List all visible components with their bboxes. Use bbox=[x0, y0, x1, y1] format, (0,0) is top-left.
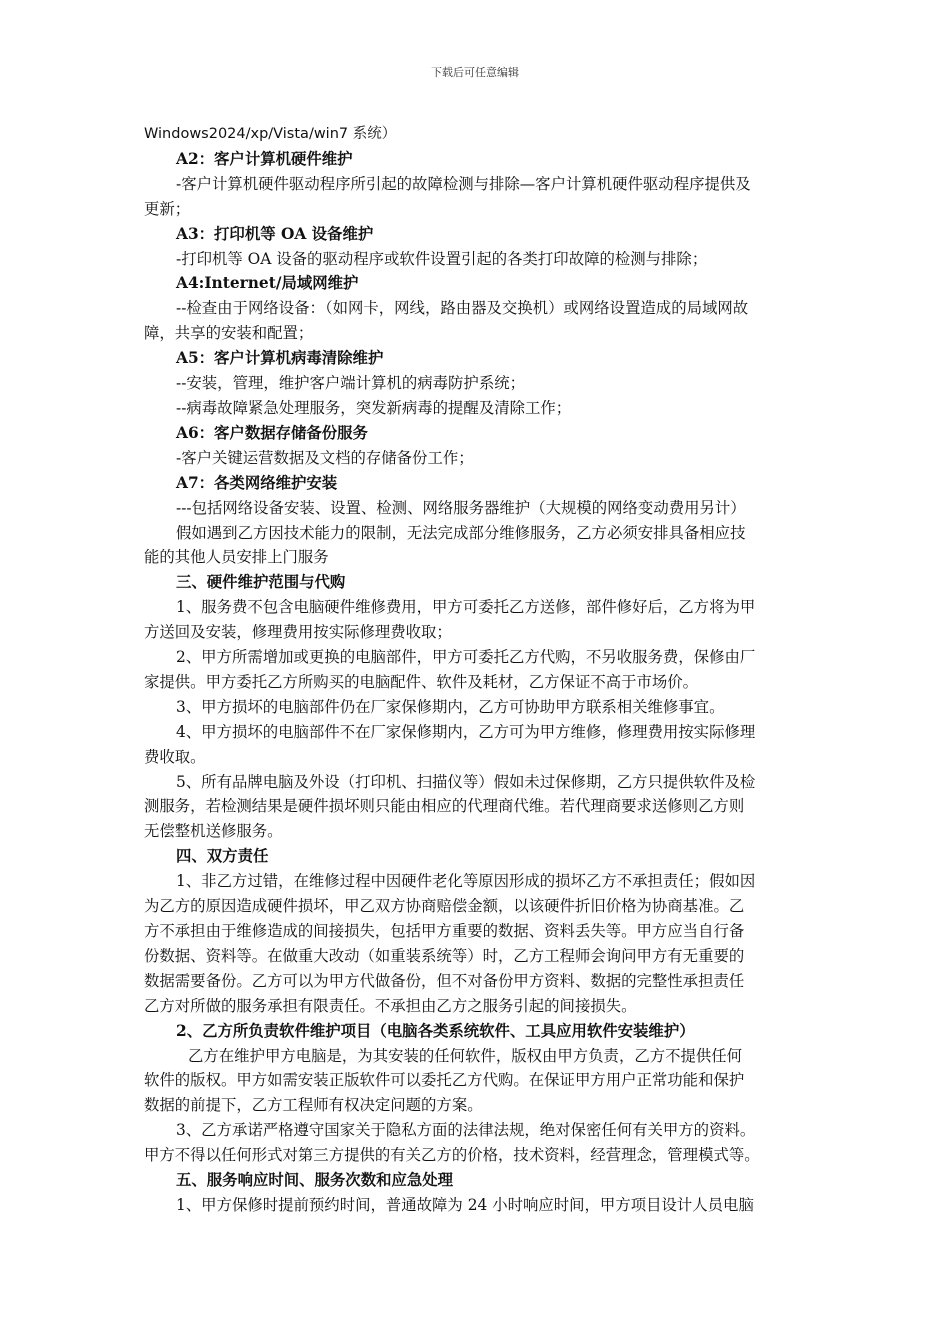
paragraph-line: 5、所有品牌电脑及外设（打印机、扫描仪等）假如未过保修期，乙方只提供软件及检 bbox=[176, 772, 756, 791]
page-header: 下载后可任意编辑 bbox=[431, 66, 519, 79]
section-heading: 三、硬件维护范围与代购 bbox=[176, 573, 346, 592]
paragraph-line: 4、甲方损坏的电脑部件不在厂家保修期内，乙方可为甲方维修，修理费用按实际修理 bbox=[176, 722, 756, 741]
paragraph-line: 为乙方的原因造成硬件损坏，甲乙双方协商赔偿金额，以该硬件折旧价格为协商基准。乙 bbox=[144, 897, 745, 916]
paragraph-line: -客户计算机硬件驱动程序所引起的故障检测与排除—客户计算机硬件驱动程序提供及 bbox=[176, 174, 751, 193]
section-heading: 2、乙方所负责软件维护项目（电脑各类系统软件、工具应用软件安装维护） bbox=[176, 1021, 695, 1040]
paragraph-line: 乙方在维护甲方电脑是，为其安装的任何软件，版权由甲方负责，乙方不提供任何 bbox=[188, 1046, 743, 1065]
paragraph-line: 甲方不得以任何形式对第三方提供的有关乙方的价格，技术资料，经营理念，管理模式等。 bbox=[144, 1146, 760, 1165]
paragraph-line: 费收取。 bbox=[144, 747, 206, 766]
paragraph-line: 1、甲方保修时提前预约时间，普通故障为 24 小时响应时间，甲方项目设计人员电脑 bbox=[176, 1195, 754, 1214]
paragraph-line: 1、服务费不包含电脑硬件维修费用，甲方可委托乙方送修，部件修好后，乙方将为甲 bbox=[176, 598, 756, 617]
paragraph-line: 方送回及安装，修理费用按实际修理费收取； bbox=[144, 623, 452, 642]
paragraph-line: -客户关键运营数据及文档的存储备份工作； bbox=[176, 448, 474, 467]
paragraph-line: 数据需要备份。乙方可以为甲方代做备份，但不对备份甲方资料、数据的完整性承担责任 bbox=[144, 971, 745, 990]
paragraph-line: 更新； bbox=[144, 199, 191, 218]
paragraph-line: 无偿整机送修服务。 bbox=[144, 822, 283, 841]
paragraph-line: 3、甲方损坏的电脑部件仍在厂家保修期内，乙方可协助甲方联系相关维修事宜。 bbox=[176, 697, 725, 716]
paragraph-line: 家提供。甲方委托乙方所购买的电脑配件、软件及耗材，乙方保证不高于市场价。 bbox=[144, 672, 699, 691]
paragraph-line: 方不承担由于维修造成的间接损失，包括甲方重要的数据、资料丢失等。甲方应当自行备 bbox=[144, 922, 745, 940]
paragraph-line: 能的其他人员安排上门服务 bbox=[144, 548, 329, 567]
section-heading: A2：客户计算机硬件维护 bbox=[176, 149, 353, 168]
paragraph-line: 乙方对所做的服务承担有限责任。不承担由乙方之服务引起的间接损失。 bbox=[144, 996, 637, 1015]
paragraph-line: --安装，管理，维护客户端计算机的病毒防护系统； bbox=[176, 374, 525, 393]
paragraph-line: ---包括网络设备安装、设置、检测、网络服务器维护（大规模的网络变动费用另计） bbox=[176, 498, 746, 517]
section-heading: A5：客户计算机病毒清除维护 bbox=[176, 349, 384, 368]
paragraph-line: 测服务，若检测结果是硬件损坏则只能由相应的代理商代维。若代理商要求送修则乙方则 bbox=[144, 797, 745, 816]
paragraph-line: -打印机等 OA 设备的驱动程序或软件设置引起的各类打印故障的检测与排除； bbox=[176, 249, 708, 268]
paragraph-line: --病毒故障紧急处理服务，突发新病毒的提醒及清除工作； bbox=[176, 398, 572, 417]
section-heading: A7：各类网络维护安装 bbox=[176, 473, 338, 492]
paragraph-line: 2、甲方所需增加或更换的电脑部件，甲方可委托乙方代购，不另收服务费，保修由厂 bbox=[176, 648, 756, 667]
section-heading: 四、双方责任 bbox=[176, 847, 269, 866]
paragraph-line: 软件的版权。甲方如需安装正版软件可以委托乙方代购。在保证甲方用户正常功能和保护 bbox=[144, 1071, 745, 1090]
paragraph-line: 假如遇到乙方因技术能力的限制，无法完成部分维修服务，乙方必须安排具备相应技 bbox=[176, 523, 746, 542]
paragraph-line: 数据的前提下，乙方工程师有权决定问题的方案。 bbox=[144, 1096, 483, 1115]
section-heading: 五、服务响应时间、服务次数和应急处理 bbox=[176, 1171, 454, 1190]
document-body bbox=[144, 122, 808, 1218]
paragraph-line: 3、乙方承诺严格遵守国家关于隐私方面的法律法规，绝对保密任何有关甲方的资料。 bbox=[176, 1121, 756, 1140]
paragraph-line: 障，共享的安装和配置； bbox=[144, 324, 314, 343]
paragraph-line: 份数据、资料等。在做重大改动（如重装系统等）时，乙方工程师会询问甲方有无重要的 bbox=[144, 946, 745, 965]
section-heading: A6：客户数据存储备份服务 bbox=[176, 423, 368, 442]
section-heading: A3：打印机等 OA 设备维护 bbox=[176, 224, 374, 243]
paragraph-line: --检查由于网络设备：（如网卡，网线，路由器及交换机）或网络设置造成的局域网故 bbox=[176, 299, 749, 318]
paragraph-line: Windows2024/xp/Vista/win7 系统） bbox=[144, 126, 397, 142]
section-heading: A4:Internet/局域网维护 bbox=[176, 274, 359, 293]
paragraph-line: 1、非乙方过错，在维修过程中因硬件老化等原因形成的损坏乙方不承担责任；假如因 bbox=[176, 872, 756, 891]
